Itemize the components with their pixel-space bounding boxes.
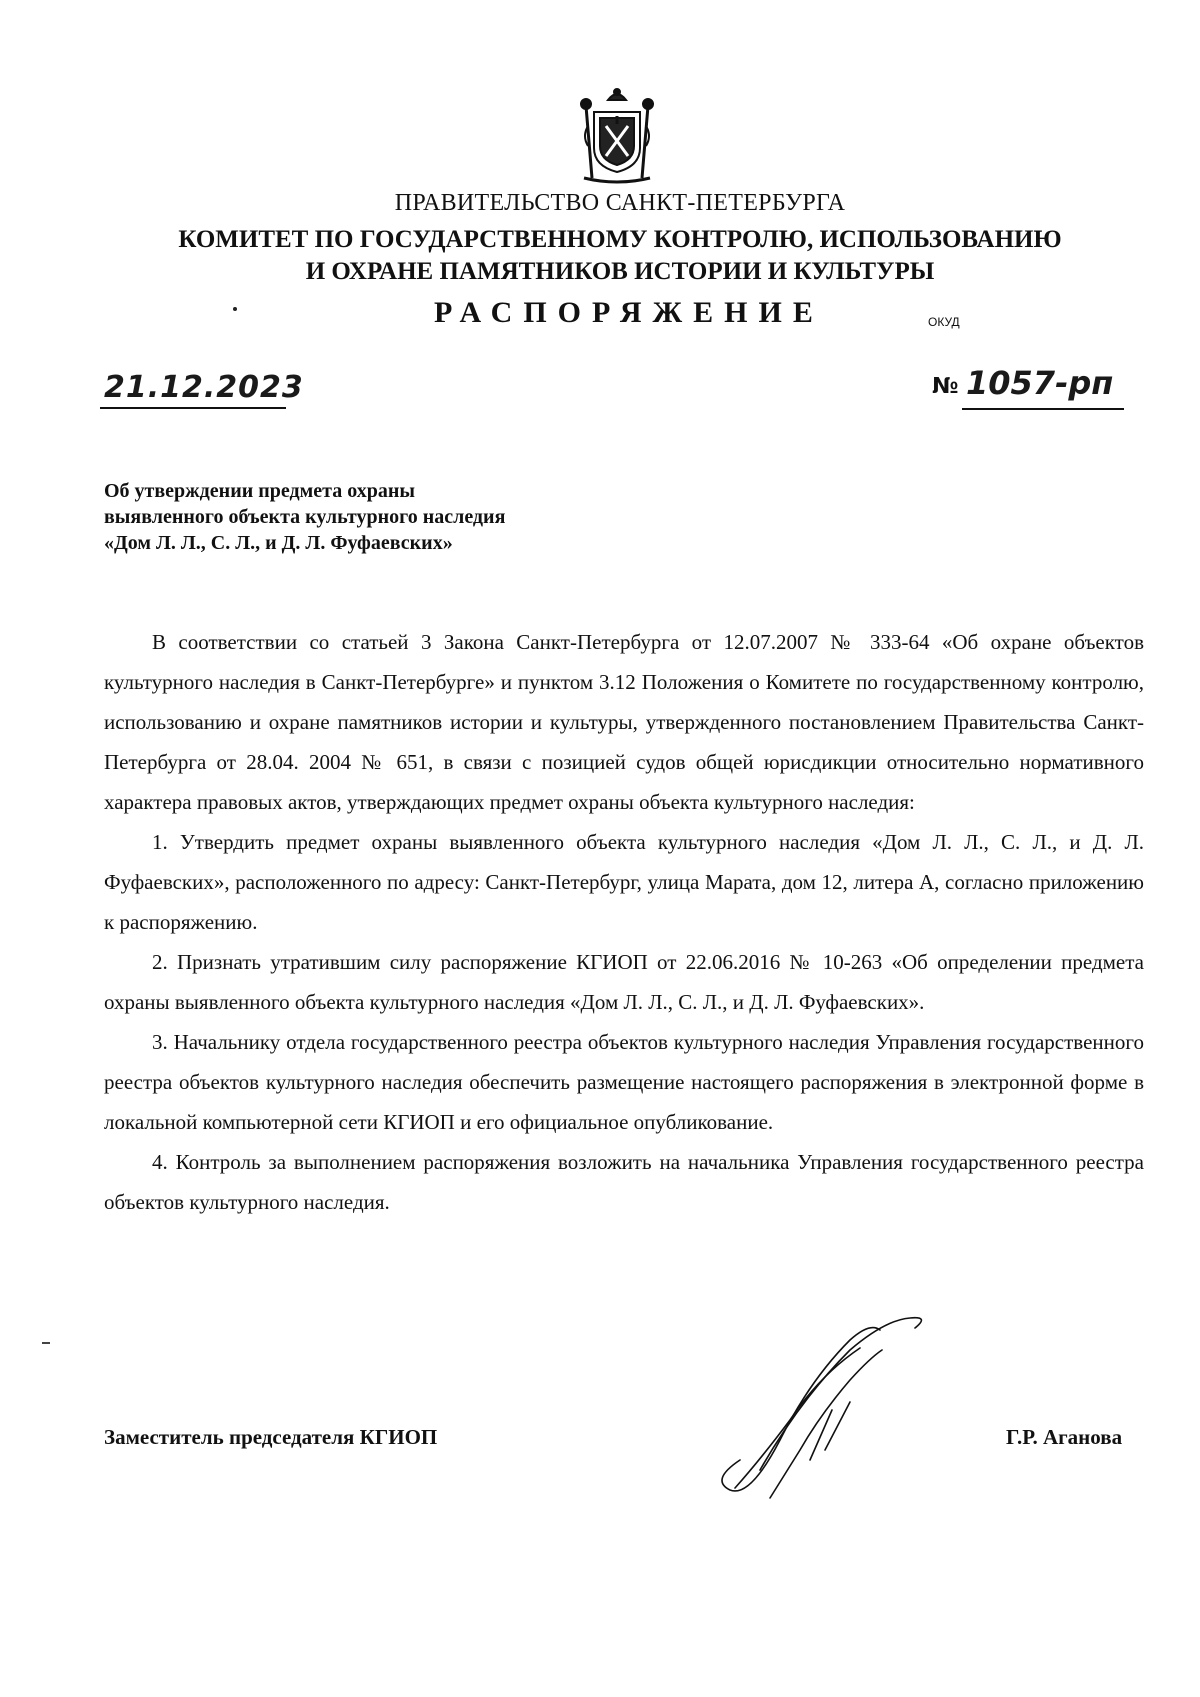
- document-number: 1057-рп: [966, 364, 1114, 402]
- committee-name-line1: КОМИТЕТ ПО ГОСУДАРСТВЕННОМУ КОНТРОЛЮ, ИСПОЛЬЗОВАНИЮ: [178, 226, 1062, 253]
- committee-name-line2: И ОХРАНЕ ПАМЯТНИКОВ ИСТОРИИ И КУЛЬТУРЫ: [305, 258, 935, 285]
- clause-1: 1. Утвердить предмет охраны выявленного объекта культурного наследия «Дом Л. Л., С. Л., и Д. Л. Фуфаевских», расположенного по адресу: Санкт-Петербург, улица Марата, дом 12, литера А, согласно приложению к распоряжению.: [104, 830, 1144, 934]
- clause-3: 3. Начальнику отдела государственного реестра объектов культурного наследия Управления государственного реестра объектов культурного наследия обеспечить размещение настоящего распоряжения в электронной форме в локальной компьютерной сети КГИОП и его официальное опубликование.: [104, 1030, 1144, 1134]
- margin-mark: [42, 1342, 50, 1344]
- subject-line: выявленного объекта культурного наследия: [104, 506, 506, 528]
- okud-label: ОКУД: [928, 315, 960, 329]
- government-name: ПРАВИТЕЛЬСТВО САНКТ-ПЕТЕРБУРГА: [394, 190, 846, 216]
- document-date: 21.12.2023: [104, 370, 304, 405]
- subject-line: Об утверждении предмета охраны: [104, 480, 415, 502]
- signatory-title: Заместитель председателя КГИОП: [104, 1425, 438, 1449]
- document-subject: [104, 478, 505, 556]
- subject-line: «Дом Л. Л., С. Л., и Д. Л. Фуфаевских»: [104, 532, 453, 554]
- coat-of-arms-icon: [578, 86, 656, 188]
- preamble-paragraph: В соответствии со статьей 3 Закона Санкт-Петербурга от 12.07.2007 № 333-64 «Об охране объектов культурного наследия в Санкт-Петербурге» и пунктом 3.12 Положения о Комитете по государственному контролю, использованию и охране памятников истории и культуры, утвержденного постановлением Правительства Санкт-Петербурга от 28.04. 2004 № 651, в связи с позицией судов общей юрисдикции относительно нормативного характера правовых актов, утверждающих предмет охраны объекта культурного наследия:: [104, 630, 1144, 814]
- number-label: №: [932, 374, 959, 399]
- signature-icon: [700, 1310, 950, 1500]
- signatory-name: Г.Р. Аганова: [1006, 1425, 1123, 1449]
- document-type: РАСПОРЯЖЕНИЕ: [434, 296, 824, 329]
- document-body: [104, 622, 1144, 1222]
- clause-4: 4. Контроль за выполнением распоряжения возложить на начальника Управления государственного реестра объектов культурного наследия.: [104, 1150, 1144, 1214]
- speck: [233, 307, 237, 311]
- clause-2: 2. Признать утратившим силу распоряжение КГИОП от 22.06.2016 № 10-263 «Об определении предмета охраны выявленного объекта культурного наследия «Дом Л. Л., С. Л., и Д. Л. Фуфаевских».: [104, 950, 1144, 1014]
